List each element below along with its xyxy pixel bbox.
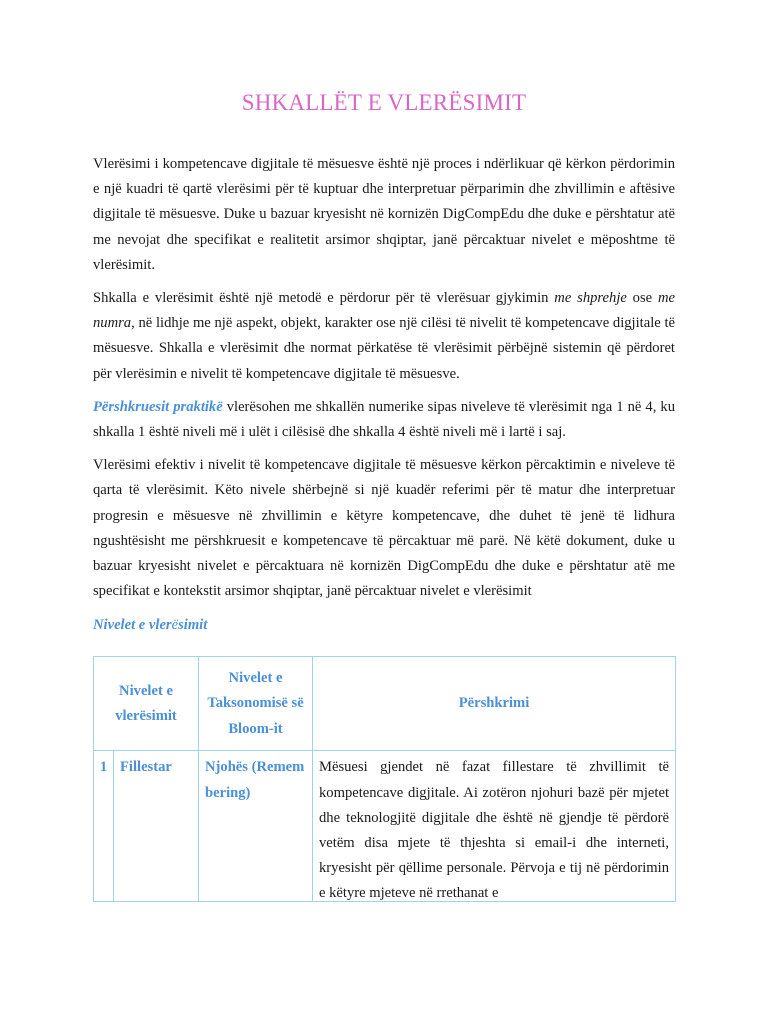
paragraph-text: Shkalla e vlerësimit është një metodë e përdorur për të vlerësuar gjykimin	[93, 290, 555, 307]
section-subheading	[93, 613, 675, 638]
assessment-levels-paragraph: Vlerësimi efektiv i nivelit të kompetencave digjitale të mësuesve kërkon përcaktimin e niveleve të qarta të vlerësimit. Këto nivele shërbejnë si një kuadër referimi për të matur dhe interpretuar progresin e mësuesve në zhvillimin e këtyre kompetencave, dhe duhet të jenë të lidhura ngushtësisht me përshkruesit e kompetencave të përcaktuar më parë. Në këtë dokument, duke u bazuar kryesisht nivelet e përcaktuara në kornizën DigCompEdu dhe duke e përshtatur atë me specifikat e kontekstit arsimor shqiptar, janë përcaktuar nivelet e vlerësimit	[93, 457, 675, 600]
bloom-level: Njohës (Remembering)	[199, 751, 313, 902]
emphasis-text: me numra	[93, 290, 675, 332]
subheading-text: simit	[178, 617, 208, 634]
highlighted-term: Përshkruesit praktikë	[93, 398, 223, 415]
level-description: Mësuesi gjendet në fazat fillestare të zhvillimit të kompetencave digjitale. Ai zotëron njohuri bazë për mjetet dhe teknologjitë digjitale dhe është në gjendje të përdorë vetëm disa mjete të thjeshta si email-i dhe interneti, kryesisht për qëllime personale. Përvoja e tij në përdorimin e këtyre mjeteve në rrethanat e	[319, 759, 669, 902]
descriptors-paragraph	[93, 395, 675, 445]
subheading-text: ë	[171, 617, 179, 634]
paragraph-text: ose	[626, 290, 658, 307]
intro-paragraph: Vlerësimi i kompetencave digjitale të mësuesve është një proces i ndërlikuar që kërkon përdorimin e një kuadri të qartë vlerësimi për të kuptuar dhe interpretuar përparimin dhe zhvillimin e aftësive digjitale të mësuesve. Duke u bazuar kryesisht në kornizën DigCompEdu dhe duke e përshtatur atë me nevojat dhe specifikat e realitetit arsimor shqiptar, janë përcaktuar nivelet e mëposhtme të vlerësimit.	[93, 156, 675, 273]
header-levels: Nivelet e vlerësimit	[94, 657, 199, 751]
level-number: 1	[94, 751, 114, 902]
paragraph-text: vlerësohen me shkallën numerike sipas niveleve të vlerësimit nga 1 në 4, ku shkalla 1 është niveli më i ulët i cilësisë dhe shkalla 4 është niveli më i lartë i saj.	[93, 398, 675, 441]
level-name: Fillestar	[114, 751, 199, 902]
scale-definition-paragraph	[93, 286, 675, 387]
level-description-cell	[313, 751, 676, 902]
subheading-text: Nivelet e vler	[93, 617, 172, 634]
emphasis-text: me shprehje	[554, 290, 627, 307]
paragraph-text: , në lidhje me një aspekt, objekt, karakter ose një cilësi të nivelit të kompetencave digjitale të mësuesve. Shkalla e vlerësimit dhe normat përkatëse të vlerësimit përbëjnë sistemin që përdoret për vlerësimin e nivelit të kompetencave digjitale të mësuesve.	[93, 315, 675, 382]
assessment-levels-table	[93, 656, 676, 902]
table-header-row	[94, 657, 676, 751]
header-description: Përshkrimi	[313, 657, 676, 751]
table-row	[94, 751, 676, 902]
document-page	[93, 0, 675, 902]
header-bloom: Nivelet e Taksonomisë së Bloom-it	[199, 657, 313, 751]
document-title: SHKALLËT E VLERËSIMIT	[241, 90, 527, 115]
